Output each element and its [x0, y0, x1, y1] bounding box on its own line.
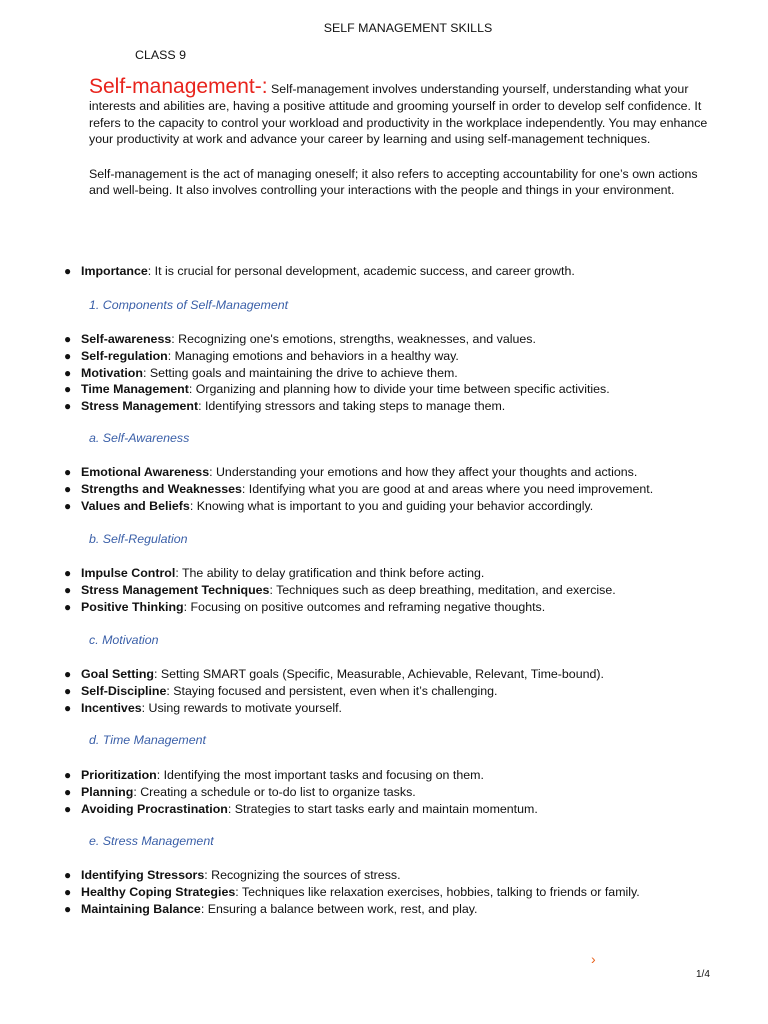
main-heading: Self-management-:	[89, 75, 268, 98]
list-item	[64, 884, 724, 901]
item-desc: : Ensuring a balance between work, rest, and play.	[200, 901, 478, 916]
section-list	[64, 767, 724, 817]
bullet-icon: ●	[64, 481, 72, 496]
bullet-icon: ●	[64, 901, 72, 916]
item-desc: : Creating a schedule or to-do list to organize tasks.	[133, 784, 416, 799]
list-item	[64, 700, 724, 717]
item-desc: : Organizing and planning how to divide your time between specific activities.	[188, 382, 610, 397]
item-desc: : Recognizing the sources of stress.	[204, 868, 401, 882]
bullet-icon: ●	[64, 768, 72, 782]
bullet-icon: ●	[64, 599, 72, 614]
section-list	[64, 464, 724, 514]
bullet-icon: ●	[64, 399, 72, 414]
bullet-icon: ●	[64, 365, 72, 380]
item-term: Values and Beliefs	[81, 498, 190, 513]
importance-list	[64, 263, 724, 280]
section-list	[64, 867, 724, 917]
section-list	[64, 565, 724, 615]
item-term: Healthy Coping Strategies	[81, 884, 236, 899]
item-desc: : Understanding your emotions and how they affect your thoughts and actions.	[209, 465, 638, 479]
item-term: Identifying Stressors	[81, 868, 205, 882]
item-desc: : Managing emotions and behaviors in a healthy way.	[167, 348, 459, 363]
item-desc: : Identifying the most important tasks and focusing on them.	[156, 768, 484, 782]
bullet-icon: ●	[64, 683, 72, 698]
section-heading: d. Time Management	[89, 733, 206, 747]
list-item	[64, 683, 724, 700]
item-term: Strengths and Weaknesses	[81, 481, 242, 496]
list-item	[64, 784, 724, 801]
item-desc: : Techniques such as deep breathing, meditation, and exercise.	[269, 582, 616, 597]
list-item	[64, 666, 724, 683]
item-term: Importance	[81, 264, 148, 278]
item-term: Motivation	[81, 365, 143, 380]
bullet-icon: ●	[64, 582, 72, 597]
list-item	[64, 398, 724, 415]
list-item	[64, 348, 724, 365]
item-term: Positive Thinking	[81, 599, 184, 614]
item-term: Self-regulation	[81, 348, 168, 363]
bullet-icon: ●	[64, 264, 72, 278]
item-term: Planning	[81, 784, 134, 799]
item-term: Maintaining Balance	[81, 901, 201, 916]
list-item	[64, 565, 724, 582]
list-item	[64, 582, 724, 599]
item-desc: : Recognizing one's emotions, strengths, weaknesses, and values.	[171, 332, 536, 346]
list-item	[64, 901, 724, 918]
section-heading: e. Stress Management	[89, 834, 214, 848]
bullet-icon: ●	[64, 332, 72, 346]
section-heading: b. Self-Regulation	[89, 532, 188, 546]
item-term: Emotional Awareness	[81, 465, 210, 479]
bullet-icon: ●	[64, 498, 72, 513]
item-term: Self-awareness	[81, 332, 172, 346]
item-term: Impulse Control	[81, 566, 176, 580]
item-term: Prioritization	[81, 768, 157, 782]
item-desc: : Using rewards to motivate yourself.	[141, 700, 343, 715]
bullet-icon: ●	[64, 566, 72, 580]
item-desc: : Strategies to start tasks early and maintain momentum.	[227, 801, 538, 816]
item-desc: : It is crucial for personal development, academic success, and career growth.	[147, 264, 575, 278]
item-desc: : Setting SMART goals (Specific, Measurable, Achievable, Relevant, Time-bound).	[153, 667, 604, 681]
bullet-icon: ●	[64, 784, 72, 799]
section-list	[64, 666, 724, 716]
bullet-icon: ●	[64, 801, 72, 816]
item-term: Avoiding Procrastination	[81, 801, 228, 816]
item-desc: : Identifying what you are good at and areas where you need improvement.	[241, 481, 654, 496]
page-indicator: 1/4	[696, 969, 710, 980]
class-label: CLASS 9	[135, 48, 186, 62]
intro-block	[89, 76, 717, 199]
item-term: Time Management	[81, 382, 189, 397]
item-desc: : Focusing on positive outcomes and reframing negative thoughts.	[183, 599, 546, 614]
section-heading: a. Self-Awareness	[89, 431, 190, 445]
bullet-icon: ●	[64, 700, 72, 715]
item-desc: : The ability to delay gratification and think before acting.	[175, 566, 485, 580]
section-heading: 1. Components of Self-Management	[89, 298, 289, 312]
item-term: Incentives	[81, 700, 142, 715]
list-item	[64, 867, 724, 884]
intro-paragraph-2: Self-management is the act of managing oneself; it also refers to accepting accountability for one’s own actions and well-being. It also involves controlling your interactions with the people and things in your environment.	[89, 166, 698, 198]
document-title: SELF MANAGEMENT SKILLS	[323, 21, 493, 35]
item-term: Self-Discipline	[81, 683, 167, 698]
section-heading: c. Motivation	[89, 633, 159, 647]
list-item	[64, 464, 724, 481]
list-item	[64, 331, 724, 348]
section-list	[64, 331, 724, 415]
item-desc: : Staying focused and persistent, even when it’s challenging.	[166, 683, 498, 698]
item-term: Stress Management	[81, 399, 199, 414]
list-item	[64, 481, 724, 498]
list-item	[64, 365, 724, 382]
intro-text: Self-management involves understanding yourself, understanding what your interests and abilities are, having a positive attitude and grooming yourself in order to develop self confidence. It refers to the capacity to control your workload and productivity in the workplace independently. You may enhance your productivity at work and advance your career by learning and using self-management techniques.	[89, 82, 708, 147]
item-term: Stress Management Techniques	[81, 582, 270, 597]
item-desc: : Techniques like relaxation exercises, hobbies, talking to friends or family.	[235, 884, 640, 899]
list-item	[64, 767, 724, 784]
list-item	[64, 263, 724, 280]
list-item	[64, 599, 724, 616]
list-item	[64, 498, 724, 515]
intro-paragraph	[89, 76, 717, 148]
item-term: Goal Setting	[81, 667, 154, 681]
item-desc: : Knowing what is important to you and guiding your behavior accordingly.	[189, 498, 594, 513]
bullet-icon: ●	[64, 884, 72, 899]
bullet-icon: ●	[64, 667, 72, 681]
bullet-icon: ●	[64, 868, 72, 882]
bullet-icon: ●	[64, 465, 72, 479]
item-desc: : Setting goals and maintaining the drive to achieve them.	[142, 365, 458, 380]
bullet-icon: ●	[64, 348, 72, 363]
item-desc: : Identifying stressors and taking steps to manage them.	[198, 399, 506, 414]
next-page-chevron-icon[interactable]: ›	[591, 951, 596, 967]
bullet-icon: ●	[64, 382, 72, 397]
list-item	[64, 801, 724, 818]
list-item	[64, 381, 724, 398]
